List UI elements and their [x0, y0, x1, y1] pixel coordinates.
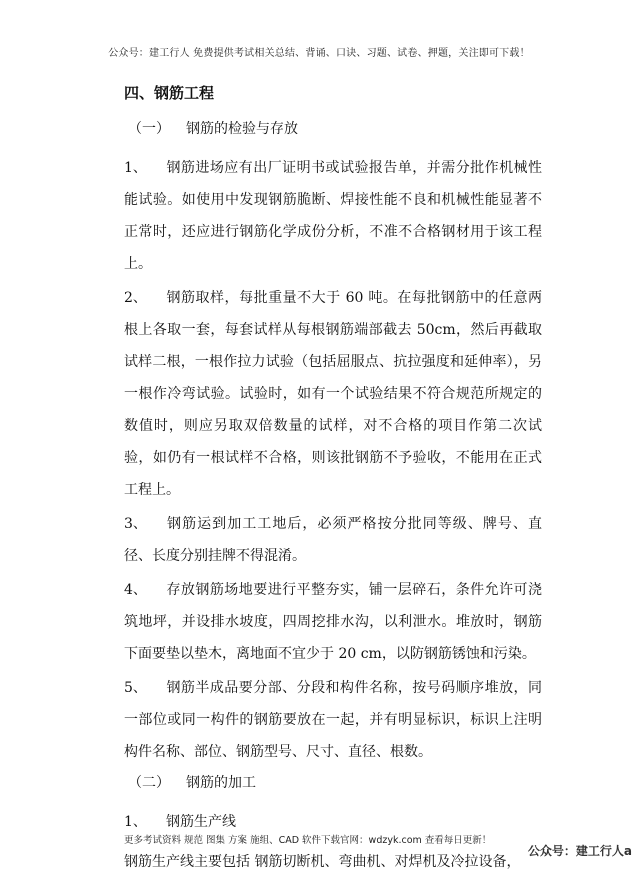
section-title: 四、钢筋工程 [124, 84, 215, 102]
paragraph [124, 152, 542, 280]
subsection-number: （二） [128, 775, 170, 791]
paragraph-number: 2、 [124, 290, 147, 306]
paragraph-number: 5、 [124, 680, 147, 696]
subsection-heading [124, 772, 542, 794]
paragraph-text: 钢筋生产线主要包括 钢筋切断机、弯曲机、对焊机及冷拉设备， [124, 854, 521, 870]
paragraph-text: 钢筋半成品要分部、分段和构件名称，按号码顺序堆放，同一部位或同一构件的钢筋要放在一起，并有明显标识，标识上注明构件名称、部位、钢筋型号、尺寸、直径、根数。 [124, 680, 542, 760]
paragraph-text: 钢筋进场应有出厂证明书或试验报告单，并需分批作机械性能试验。如使用中发现钢筋脆断、焊接性能不良和机械性能显著不正常时，还应进行钢筋化学成份分析，不准不合格钢材用于该工程上。 [124, 160, 542, 272]
paragraph-text: 钢筋运到加工工地后，必须严格按分批同等级、牌号、直径、长度分别挂牌不得混淆。 [124, 516, 542, 564]
paragraph-text: 钢筋生产线 [166, 814, 236, 830]
page-footer: 更多考试资料 规范 图集 方案 施组、CAD 软件下载官网：wdzyk.com 查看每日更新！ [124, 835, 492, 846]
paragraph-number: 1、 [124, 814, 147, 830]
page-header: 公众号：建工行人 免费提供考试相关总结、背诵、口诀、习题、试卷、押题，关注即可下载！ [108, 48, 530, 59]
subsection-title: 钢筋的检验与存放 [186, 121, 298, 137]
paragraph-number: 3、 [124, 516, 147, 532]
document-body [124, 82, 542, 878]
paragraph [124, 508, 542, 572]
subsection-title: 钢筋的加工 [186, 775, 256, 791]
paragraph [124, 846, 542, 878]
paragraph-number: 4、 [124, 582, 147, 598]
watermark: 公众号：建工行人a [527, 844, 632, 858]
subsection-heading [124, 118, 542, 140]
paragraph-text: 钢筋取样，每批重量不大于 60 吨。在每批钢筋中的任意两根上各取一套，每套试样从每根钢筋端部截去 50cm，然后再截取试样二根，一根作拉力试验（包括屈服点、抗拉强度和延伸率），另一根作冷弯试验。试验时，如有一个试验结果不符合规范所规定的数值时，则应另取双倍数量的试样，对不合格的项目作第二次试验，如仍有一根试样不合格，则该批钢筋不予验收，不能用在正式工程上。 [124, 290, 542, 498]
paragraph-text: 存放钢筋场地要进行平整夯实，铺一层碎石，条件允许可浇筑地坪，并设排水坡度，四周挖排水沟，以利泄水。堆放时，钢筋下面要垫以垫木，离地面不宜少于 20 cm，以防钢筋锈蚀和污染。 [124, 582, 542, 662]
paragraph [124, 282, 542, 506]
paragraph-number: 1、 [124, 160, 147, 176]
paragraph [124, 574, 542, 670]
paragraph [124, 672, 542, 768]
subsection-number: （一） [128, 121, 170, 137]
